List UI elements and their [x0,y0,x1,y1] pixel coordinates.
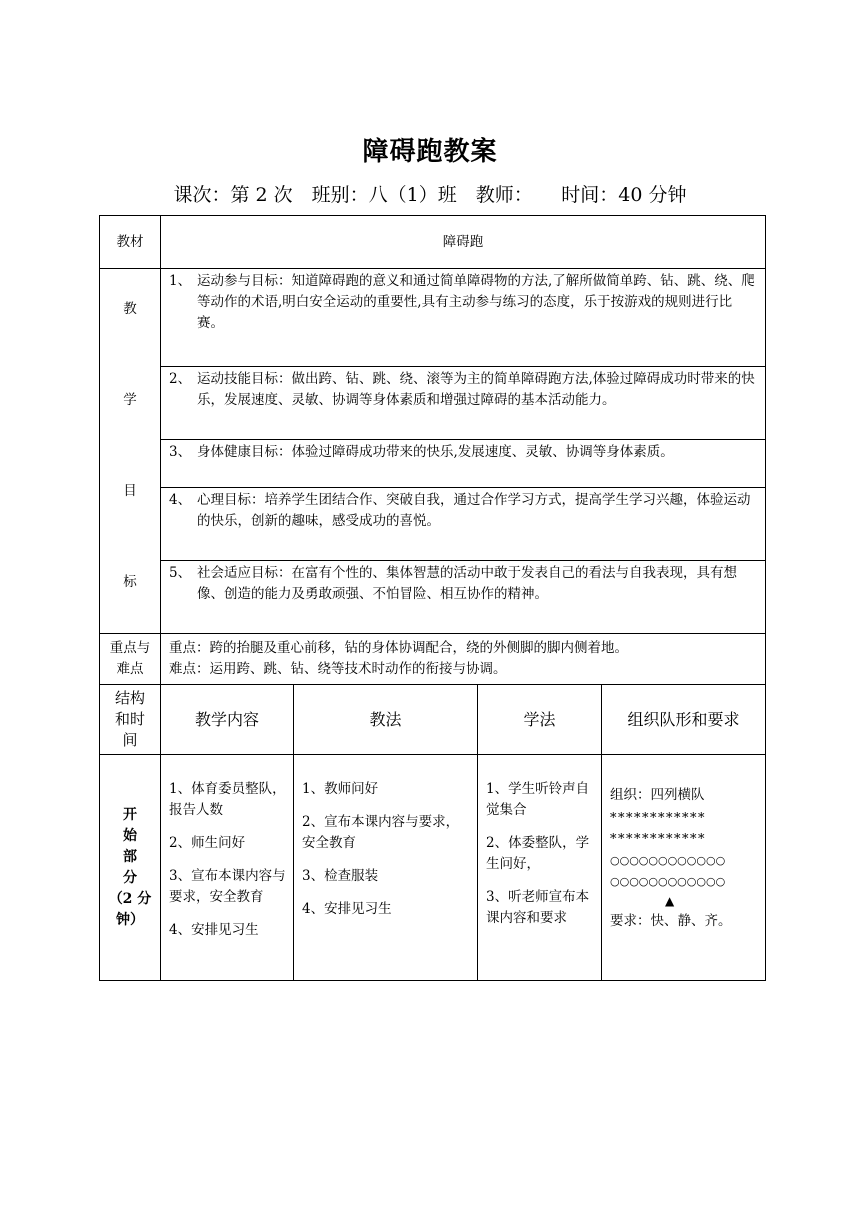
goal-item [161,269,766,367]
label-line: 分 [123,869,137,886]
difficulty-text: 难点：运用跨、跳、钻、绕等技术时动作的衔接与协调。 [169,661,507,677]
learning-item: 1、学生听铃声自觉集合 [486,781,590,818]
organization-cell [602,755,766,981]
formation-row: ************ [610,811,706,826]
learning-item: 2、体委整队，学生问好， [486,835,590,872]
keypoints-label [100,634,161,685]
goal-item [161,440,766,488]
goal-item [161,488,766,561]
label-line: 部 [123,848,137,865]
header-line: 结构 [114,689,145,707]
keypoints-row [100,634,766,685]
goals-label-char: 目 [123,483,137,499]
label-line: 开 [123,806,137,823]
label-line: 钟） [116,911,144,928]
lesson-plan-table [99,215,766,981]
learning-header: 学法 [478,685,602,755]
method-cell [294,755,478,981]
keypoints-content [161,634,766,685]
goal-number: 5、 [169,565,192,582]
column-header-row [100,685,766,755]
method-item: 4、安排见习生 [302,901,392,917]
goal-row-4 [100,488,766,561]
content-item: 1、体育委员整队，报告人数 [169,781,286,818]
goals-label-char: 教 [123,301,137,317]
goal-row-2 [100,367,766,440]
goal-text: 运动参与目标：知道障碍跑的意义和通过简单障碍物的方法,了解所做简单跨、钻、跳、绕、爬等动作的术语,明白安全运动的重要性,具有主动参与练习的态度，乐于按游戏的规则进行比赛。 [197,273,755,331]
start-section-row [100,755,766,981]
organization-header: 组织队形和要求 [602,685,766,755]
material-label: 教材 [100,216,161,269]
goal-number: 3、 [169,444,192,461]
structure-time-header [100,685,161,755]
goal-number: 4、 [169,492,192,509]
goal-item [161,561,766,634]
content-item: 2、师生问好 [169,835,246,851]
goal-text: 社会适应目标：在富有个性的、集体智慧的活动中敢于发表自己的看法与自我表现，具有想像、创造的能力及勇敢顽强、不怕冒险、相互协作的精神。 [197,565,737,603]
goal-item [161,367,766,440]
keypoints-label-line: 难点 [116,661,144,677]
goals-label-char: 学 [123,392,137,408]
label-line: 始 [123,827,137,844]
method-item: 1、教师问好 [302,781,379,797]
focus-text: 重点：跨的抬腿及重心前移，钻的身体协调配合，绕的外侧脚的脚内侧着地。 [169,640,628,656]
goals-label [100,269,161,634]
page-title: 障碍跑教案 [362,137,498,167]
goal-text: 身体健康目标：体验过障碍成功带来的快乐,发展速度、灵敏、协调等身体素质。 [197,444,674,461]
organization-title: 组织：四列横队 [610,787,705,803]
goal-number: 1、 [169,273,192,289]
goal-row-1 [100,269,766,367]
material-value: 障碍跑 [161,216,766,269]
material-row [100,216,766,269]
goals-label-char: 标 [123,574,137,590]
content-item: 4、安排见习生 [169,922,259,938]
learning-item: 3、听老师宣布本课内容和要求 [486,889,590,926]
teacher-marker-icon: ▲ [665,894,675,908]
header-line: 间 [122,731,138,749]
start-section-label [100,755,161,981]
goal-text: 运动技能目标：做出跨、钻、跳、绕、滚等为主的简单障碍跑方法,体验过障碍成功时带来的快乐，发展速度、灵敏、协调等身体素质和增强过障碍的基本活动能力。 [197,371,755,409]
keypoints-label-line: 重点与 [109,640,151,656]
goal-number: 2、 [169,371,192,388]
formation-row: ************ [610,832,706,847]
method-header: 教法 [294,685,478,755]
content-cell [161,755,294,981]
method-item: 2、宣布本课内容与要求，安全教育 [302,814,460,851]
goal-row-5 [100,561,766,634]
lesson-info: 课次：第 2 次 班别：八（1）班 教师： 时间：40 分钟 [173,184,687,206]
method-item: 3、检查服装 [302,868,379,884]
content-item: 3、宣布本课内容与要求，安全教育 [169,868,286,905]
goal-row-3 [100,440,766,488]
formation-row: ○○○○○○○○○○○○ [610,875,726,888]
content-header: 教学内容 [161,685,294,755]
header-line: 和时 [114,710,145,728]
goal-text: 心理目标：培养学生团结合作、突破自我，通过合作学习方式，提高学生学习兴趣，体验运动的快乐，创新的趣味，感受成功的喜悦。 [197,492,751,530]
learning-cell [478,755,602,981]
organization-requirement: 要求：快、静、齐。 [610,913,732,929]
formation-row: ○○○○○○○○○○○○ [610,854,726,867]
label-line: （2 分 [108,890,152,907]
